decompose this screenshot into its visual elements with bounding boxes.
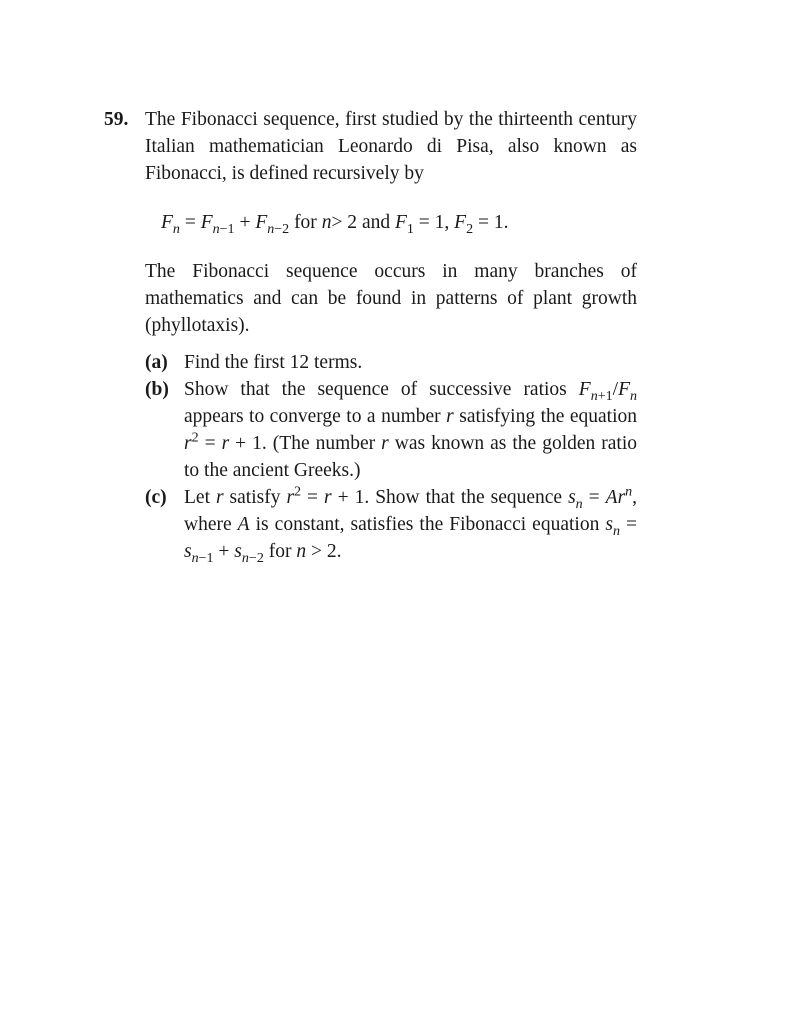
part-b-label: (b) [145,379,169,400]
part-a-text: Find the first 12 terms. [184,352,363,373]
part-b-text-4: . (The number [261,433,376,454]
problem-number: 59. [104,109,129,130]
part-b-text-3: satisfying the equation [459,406,638,427]
problem-context: The Fibonacci sequence occurs in many branches of mathematics and can be found in patterns of plant growth (phyllotaxis). [145,261,637,336]
part-c-text-5: is constant, satisfies the Fibonacci equation [255,514,600,535]
part-b-text-5: was known as the golden ratio to the ancient Greeks.) [184,433,638,481]
part-c-text-1: Let [184,487,210,508]
problem-body [145,106,637,565]
problem-intro: The Fibonacci sequence, first studied by the thirteenth century Italian mathematician Leonardo di Pisa, also known as Fibonacci, is defined recursively by [145,109,637,184]
part-b-text-2: appears to converge to a number [184,406,441,427]
eq-f1-value: = 1, [413,212,450,233]
eq-f2-value: = 1. [473,212,509,233]
eq-word-and: and [361,212,391,233]
part-b: (b) Show that the sequence of successive ratios $F_{n+1}/F_n$ appears to converge to a number r satisfying the equation $r^2 = r + 1$. (The number r was known as the golden ratio to the ancient Greeks.) [145,376,637,484]
part-a [145,349,637,376]
part-c-text-6: for [268,541,292,562]
part-c-text-7: . [336,541,342,562]
problem-59 [104,106,637,565]
fibonacci-recurrence-equation: $F_n = F_{n-1} + F_{n-2}$ for n> 2 and $F_1 = 1$, $F_2 = 1$. [161,212,509,237]
part-a-label: (a) [145,352,168,373]
problem-parts [145,349,637,565]
part-c-text-3: . Show that the sequence [364,487,563,508]
part-c-text-2: satisfy [229,487,281,508]
part-c-text-4: , where [184,487,638,535]
part-c-label: (c) [145,487,167,508]
part-c: (c) Let r satisfy $r^2 = r + 1$. Show that the sequence $s_n = Ar^n$, where A is constant, satisfies the Fibonacci equation $s_n = s_{n-1} + s_{n-2}$ for n > 2. [145,483,638,566]
eq-condition: > 2 [331,212,358,233]
eq-word-for: for [294,212,317,233]
eq-var-n: n [321,212,332,233]
part-b-text-1: Show that the sequence of successive ratios [184,379,567,400]
